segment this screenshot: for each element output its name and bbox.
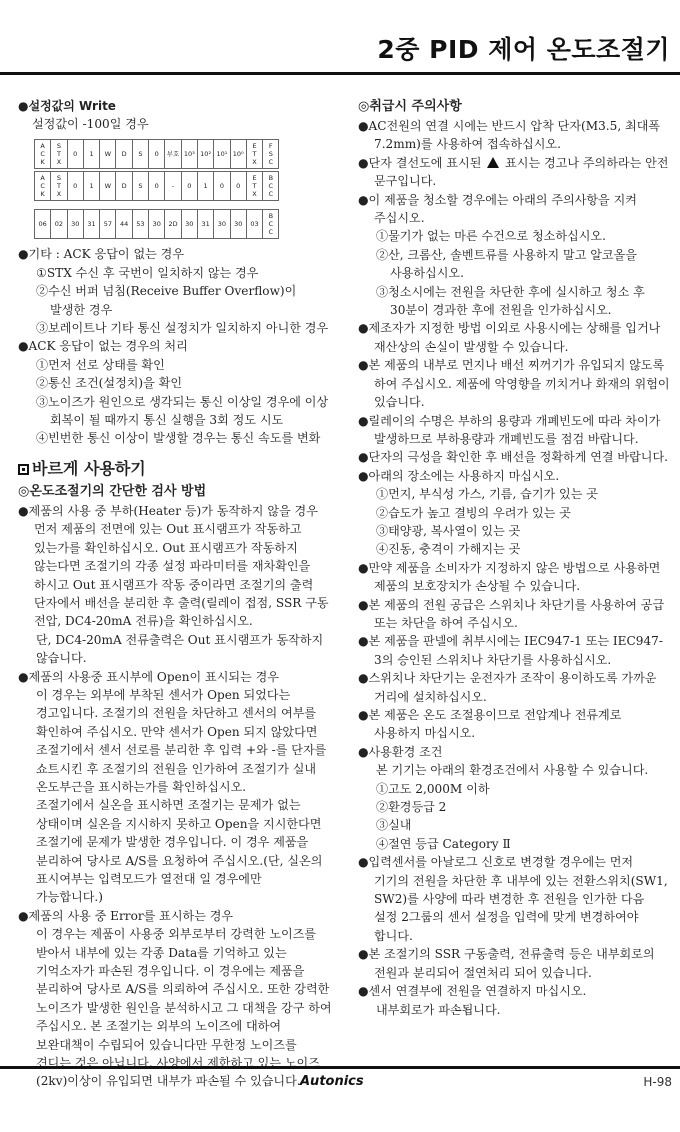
text-line: ●아래의 장소에는 사용하지 마십시오. <box>358 468 560 483</box>
warning-triangle-icon <box>487 157 499 168</box>
caution-heading: ◎취급시 주의사항 <box>358 99 462 114</box>
section-title: 바르게 사용하기 <box>18 458 332 480</box>
text-line: ●제품의 사용중 표시부에 Open이 표시되는 경우 <box>18 669 279 684</box>
text-line: ①먼저 선로 상태를 확인 <box>36 357 165 372</box>
frame-cell: F S C <box>263 140 279 169</box>
frame-cell: 1 <box>83 140 99 169</box>
right-column <box>358 97 670 1019</box>
frame-cell: 57 <box>100 210 116 239</box>
ack-notes <box>18 245 332 447</box>
text-line: 조절기에서 실온을 표시하면 조절기는 문제가 없는 상태이며 실온을 지시하지 못하고 Open을 지시한다면 조절기에 문제가 발생한 경우입니다. 이 경우 제품을 분리하여 당사로 A/S를 요청하여 주십시오.(단, 실온의 표시여부는 입력모드가 열전대 일 경우에만 가능합니다.) <box>36 798 323 905</box>
frame-cell: 0 <box>214 172 230 201</box>
section-box-icon <box>18 464 29 475</box>
text-line: ②수신 버퍼 넘침(Receive Buffer Overflow)이 발생한 경우 <box>36 284 297 317</box>
text-line: ●본 제품의 전원 공급은 스위치나 차단기를 사용하여 공급 또는 차단을 하여 주십시오. <box>358 597 665 630</box>
text-line: ①고도 2,000M 이하 <box>376 781 490 796</box>
frame-cell: D <box>116 140 132 169</box>
frame-cell: 02 <box>51 210 67 239</box>
text-line: ②습도가 높고 결빙의 우려가 있는 곳 <box>376 505 571 520</box>
frame-cell: - <box>165 172 181 201</box>
text-line: 이 경우는 외부에 부착된 센서가 Open 되었다는 경고입니다. 조절기의 전원을 차단하고 센서의 여부를 확인하여 주십시오. 만약 센서가 Open 되지 않았다면 조절기에서 센서 선로를 분리한 후 입력 +와 -를 단자를 쇼트시킨 후 조절기의 전원을 인가하여 조절기가 실내 온도부근을 표시하는가를 확인하십시오. <box>36 687 327 794</box>
frame-cell: 10³ <box>181 140 197 169</box>
text-line: ●본 제품의 내부로 먼지나 배선 찌꺼기가 유입되지 않도록 하여 주십시오. 제품에 악영향을 끼치거나 화재의 위험이 있습니다. <box>358 358 670 410</box>
frame-cell: S <box>132 140 148 169</box>
text-line: 이 경우는 제품이 사용중 외부로부터 강력한 노이즈를 받아서 내부에 있는 각종 Data를 기억하고 있는 기억소자가 파손된 경우입니다. 이 경우에는 제품을 분리하여 당사로 A/S를 의뢰하여 주십시오. 또한 강력한 노이즈가 발생한 원인을 분석하시고 그 대책을 강구 하여 주십시오. 본 조절기는 외부의 노이즈에 대하여 보완대책이 수립되어 있습니다만 무한정 노이즈를 견디는 것은 아닙니다. 사양에서 제한하고 있는 노이즈(2kv)이상이 유입되면 내부가 파손될 수 있습니다. <box>36 927 332 1089</box>
text-line: 단, DC4-20mA 전류출력은 Out 표시램프가 동작하지 않습니다. <box>36 632 324 666</box>
frame-cell: E T X <box>246 140 262 169</box>
frame-cell: 30 <box>67 210 83 239</box>
text-line: ③노이즈가 원인으로 생각되는 통신 이상일 경우에 이상 회복이 될 때까지 통신 실행을 3회 정도 시도 <box>36 394 329 428</box>
text-line: ●입력센서를 아날로그 신호로 변경할 경우에는 먼저 기기의 전원을 차단한 후 내부에 있는 전환스위치(SW1, SW2)를 사양에 따라 변경한 후 전원을 인가한 다음 설정 2그룹의 센서 설정을 입력에 맞게 변경하여야 합니다. <box>358 855 668 943</box>
text-line: ②산, 크롬산, 솔벤트류를 사용하지 말고 알코올을 사용하십시오. <box>376 247 637 281</box>
frame-cell: 0 <box>149 172 165 201</box>
text-line: ●본 조절기의 SSR 구동출력, 전류출력 등은 내부회로의 전원과 분리되어 절연처리 되어 있습니다. <box>358 947 655 980</box>
frame-cell: 부호 <box>165 140 181 169</box>
write-subheading: 설정값이 -100일 경우 <box>32 117 149 131</box>
text-line: ③보레이트나 기타 통신 설정치가 일치하지 아니한 경우 <box>36 321 329 336</box>
text-line: ●제품의 사용 중 부하(Heater 등)가 동작하지 않을 경우 먼저 제품의 전면에 있는 Out 표시램프가 작동하고 있는가를 확인하십시오. Out 표시램프가 작동하지 않는다면 조절기의 각종 설정 파라미터를 재차확인을 하시고 Out 표시램프가 작동 중이라면 조절기의 출력 단자에서 배선을 분리한 후 출력(릴레이 접점, SSR 구동 전압, DC4-20mA 전류)을 확인하십시오. <box>18 503 329 629</box>
write-heading: ●설정값의 Write <box>18 99 116 113</box>
caution-list <box>358 117 670 1019</box>
frame-cell: A C K <box>35 140 51 169</box>
text-line: ①먼지, 부식성 가스, 기름, 습기가 있는 곳 <box>376 487 598 502</box>
text-line: ②통신 조건(설정치)을 확인 <box>36 376 183 391</box>
frame-cell: 0 <box>230 172 246 201</box>
text-line: ①STX 수신 후 국번이 일치하지 않는 경우 <box>36 265 259 280</box>
frame-cell: W <box>100 140 116 169</box>
text-line: 내부회로가 파손됩니다. <box>376 1002 501 1017</box>
page-title: 2중 PID 제어 온도조절기 <box>377 35 670 64</box>
frame-table-1 <box>34 139 279 169</box>
text-line: ③청소시에는 전원을 차단한 후에 실시하고 청소 후 30분이 경과한 후에 전원을 인가하십시오. <box>376 284 645 318</box>
text-line: ●사용환경 조건 <box>358 744 443 759</box>
frame-cell: W <box>100 172 116 201</box>
frame-cell: 1 <box>197 172 213 201</box>
bottom-divider <box>0 1066 680 1069</box>
frame-table-3 <box>34 209 279 239</box>
brand-logo: Autonics <box>300 1074 364 1089</box>
text-line: ●제조자가 지정한 방법 이외로 사용시에는 상해를 입거나 재산상의 손실이 발생할 수 있습니다. <box>358 321 661 354</box>
text-line: ●단자 결선도에 표시된 표시는 경고나 주의하라는 안전 문구입니다. <box>358 155 669 189</box>
frame-cell: 30 <box>181 210 197 239</box>
text-line: ●ACK 응답이 없는 경우의 처리 <box>18 339 188 354</box>
frame-cell: E T X <box>246 172 262 201</box>
text-line: ●스위치나 차단기는 운전자가 조작이 용이하도록 가까운 거리에 설치하십시오. <box>358 671 657 704</box>
left-column <box>18 97 332 1091</box>
frame-cell: S T X <box>51 172 67 201</box>
frame-cell: 44 <box>116 210 132 239</box>
text-line: ④빈번한 통신 이상이 발생할 경우는 통신 속도를 변화 <box>36 431 321 446</box>
frame-cell: 31 <box>83 210 99 239</box>
frame-cell: 30 <box>149 210 165 239</box>
frame-cell: 53 <box>132 210 148 239</box>
text-line: ●릴레이의 수명은 부하의 용량과 개폐빈도에 따라 차이가 발생하므로 부하용량과 개폐빈도를 점검 바랍니다. <box>358 413 661 446</box>
subsection-title: ◎온도조절기의 간단한 검사 방법 <box>18 483 207 499</box>
frame-cell: 30 <box>214 210 230 239</box>
text-line: ●본 제품은 온도 조절용이므로 전압계나 전류계로 사용하지 마십시오. <box>358 708 622 741</box>
text-line: ●이 제품을 청소할 경우에는 아래의 주의사항을 지켜 주십시오. <box>358 192 637 226</box>
frame-cell: 31 <box>197 210 213 239</box>
frame-cell: B C C <box>263 210 279 239</box>
text-line: ●제품의 사용 중 Error를 표시하는 경우 <box>18 908 234 923</box>
text-line: ●만약 제품을 소비자가 지정하지 않은 방법으로 사용하면 제품의 보호장치가 손상될 수 있습니다. <box>358 560 661 594</box>
frame-cell: 2D <box>165 210 181 239</box>
text-line: ●단자의 극성을 확인한 후 배선을 정확하게 연결 바랍니다. <box>358 450 669 465</box>
frame-cell: 30 <box>230 210 246 239</box>
frame-cell: 03 <box>246 210 262 239</box>
frame-cell: 0 <box>149 140 165 169</box>
frame-cell: 10² <box>197 140 213 169</box>
frame-cell: 0 <box>67 140 83 169</box>
frame-cell: D <box>116 172 132 201</box>
frame-cell: S T X <box>51 140 67 169</box>
text-line: ③실내 <box>376 818 412 833</box>
frame-cell: B C C <box>263 172 279 201</box>
check-method-list <box>18 502 332 1091</box>
frame-cell: 06 <box>35 210 51 239</box>
frame-cell: 1 <box>83 172 99 201</box>
text-line: ④절연 등급 Category Ⅱ <box>376 836 511 851</box>
frame-table-2 <box>34 171 279 201</box>
text-line: ②환경등급 2 <box>376 800 447 815</box>
frame-cell: 0 <box>67 172 83 201</box>
text-line: ③태양광, 복사열이 있는 곳 <box>376 523 521 538</box>
frame-cell: 10⁰ <box>230 140 246 169</box>
text-line: ④진동, 충격이 가해지는 곳 <box>376 542 521 557</box>
text-line: ●기타 : ACK 응답이 없는 경우 <box>18 247 185 262</box>
page-number: H-98 <box>643 1075 672 1089</box>
frame-cell: 0 <box>181 172 197 201</box>
text-line: ●AC전원의 연결 시에는 반드시 압착 단자(M3.5, 최대폭 7.2mm)를 사용하여 접속하십시오. <box>358 119 661 152</box>
frame-cell: A C K <box>35 172 51 201</box>
text-line: 본 기기는 아래의 환경조건에서 사용할 수 있습니다. <box>376 763 649 778</box>
text-line: ●센서 연결부에 전원을 연결하지 마십시오. <box>358 984 587 999</box>
text-line: ●본 제품을 판넬에 취부시에는 IEC947-1 또는 IEC947-3의 승인된 스위치나 차단기를 사용하십시오. <box>358 634 663 667</box>
frame-cell: S <box>132 172 148 201</box>
top-divider <box>0 72 680 75</box>
frame-cell: 10¹ <box>214 140 230 169</box>
text-line: ①물기가 없는 마른 수건으로 청소하십시오. <box>376 229 606 244</box>
